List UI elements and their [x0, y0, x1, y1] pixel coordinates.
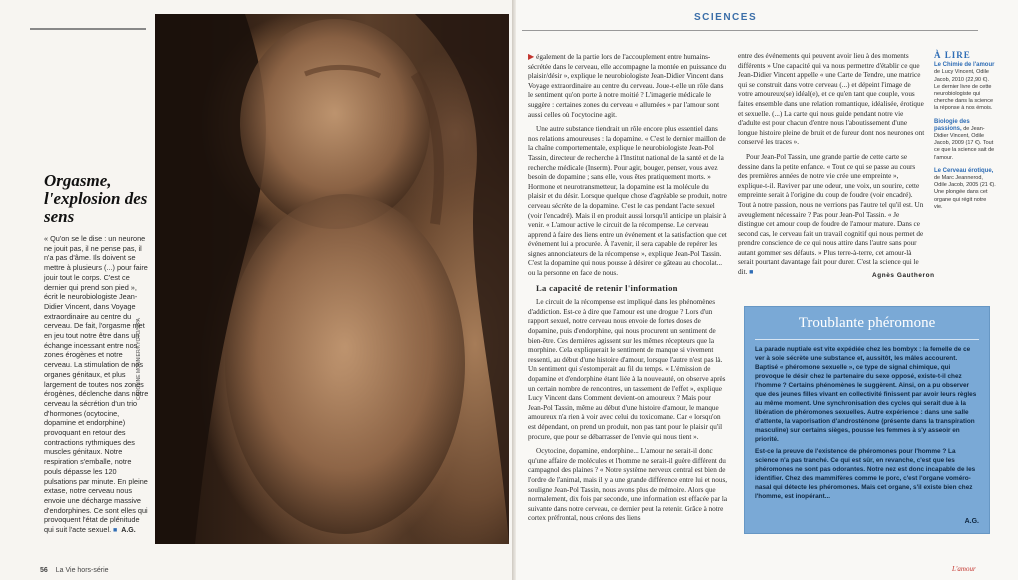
paragraph: Le circuit de la récompense est impliqué dans les phénomènes d'addiction. Est-ce à dire que l'amour est une drogue ? Lors d'un rapport sexuel, notre cerveau nous envoie de fortes doses de dopamine, puis d'endorphine, qui nous procurent un sentiment de bien-être. Ces dernières agissent sur les mêmes récepteurs que la morphine. Cela expliquerait le sentiment de manque si vivement ressenti, au début d'une histoire d'amour, lorsque l'autre n'est pas là. Un sentiment qui s'estomperait au fil du temps. « L'émission de dopamine et d'endorphine étant liée à la nouveauté, on observe après un certain nombre de rencontres, un tassement de l'effet », explique Lucy Vincent dans Comment devient-on amoureux ? Mais pour Jean-Pol Tassin, même au début d'une histoire d'amour, le manque amoureux n'a rien à voir avec celui du toxicomane. Car « lorsqu'on est dépendant, on prend un produit, non pas tant pour le plaisir qu'il procure, que pour se débarrasser de l'envie qui nous tient ».: [528, 298, 726, 441]
box-paragraph: La parade nuptiale est vite expédiée chez les bombyx : la femelle de ce ver à soie sécrète une substance et, aussitôt, les mâles accourent. Baptisé « phéromone sexuelle », ce type de signal chimique, qui provoque le désir chez le partenaire du sexe opposé, existe-t-il chez l'homme ? Certains phénomènes le suggèrent. Ainsi, on a pu observer que des jeunes filles vivant en collectivité finissent par avoir leurs règles au même moment. Une synchronisation des cycles qui serait due à la libération de phéromones sexuelles. Autre expérience : dans une salle d'attente, la vaporisation d'androsténone (présente dans la transpiration masculine) sur certains sièges, pousse les femmes à s'y asseoir en priorité.: [755, 346, 977, 443]
end-square-icon: ■: [111, 527, 118, 535]
end-square-icon: ■: [747, 268, 754, 277]
couple-photo: [155, 14, 509, 544]
reading-sidebar: [934, 52, 996, 217]
photo-credit: CAROLINE MONNIER/KYOTO/SIPA: [136, 318, 142, 400]
magazine-name: La Vie hors-série: [55, 567, 109, 574]
left-footer: [40, 567, 109, 574]
pheromone-box: [744, 306, 990, 534]
paragraph: entre des événements qui peuvent avoir lieu à des moments différents » Une capacité qui va nous permettre d'établir ce que Jean-Didier Vincent appelle « une Carte de Tendre, une matrice qui se construit dans votre cerveau (...) et dépeint l'image de votre amoureux(se) idéal(e), et ce qu'en tant que couple, vous faites ensemble dans une relation romantique, idéalisée, érotique et sexuelle. (...) La carte qui nous guide pendant notre vie d'adulte est pour chacun d'entre nous l'aboutissement d'une longue histoire pleine de bruit et de fureur dont nos neurones ont conservé les traces ».: [738, 52, 925, 147]
sidebar-body-text: « Qu'on se le dise : un neurone ne jouit pas, il ne pense pas, il n'a pas d'âme. Ils doivent se mettre à plusieurs (...) pour faire jouir tout le corps. C'est ce dernier qui prend son pied », écrit le neurobiologiste Jean-Didier Vincent, dans Voyage extraordinaire au centre du cerveau. De fait, l'orgasme met en jeu tout notre être dans un échange incessant entre nos zones érogènes et notre cerveau. La stimulation de nos organes génitaux, et plus largement de toutes nos zones érogènes, déclenche dans notre cerveau la sécrétion d'un trio d'hormones (ocytocine, dopamine et endorphine) provoquant en retour des contractions rythmiques des muscles génitaux. Notre respiration s'emballe, notre pouls dépasse les 120 pulsations par minute. En pleine extase, notre cerveau nous envoie une décharge massive d'endorphines. Ce sont elles qui provoquent l'état de plénitude qui suit l'acte sexuel.: [44, 234, 149, 535]
page-number: 56: [40, 567, 48, 574]
sidebar-headline: Orgasme, l'explosion des sens: [44, 171, 148, 226]
book-title: Le Cerveau érotique,: [934, 167, 994, 174]
box-body: [755, 345, 979, 504]
top-rule-right: [522, 30, 978, 31]
reading-item: [934, 62, 996, 112]
sidebar-signature: A.G.: [121, 527, 136, 535]
book-text: de Lucy Vincent, Odile Jacob, 2010 (22,90 €). Le dernier livre de cette neurobiologiste qui cherche dans la science la réponse à nos émois.: [934, 69, 994, 112]
reading-item: [934, 119, 996, 162]
box-signature: A.G.: [964, 518, 979, 525]
article-column-2: [738, 52, 926, 283]
orgasm-sidebar: [44, 172, 150, 536]
reading-item: [934, 168, 996, 211]
paragraph: Ocytocine, dopamine, endorphine... L'amour ne serait-il donc qu'une affaire de molécules et l'homme ne serait-il guère différent du campagnol des plaines ? « Notre système nerveux central est bien de l'ordre de l'animal, mais il y a une grande différence entre lui et nous, souligne Jean-Pol Tassin, nous avons plus de mémoire. Alors que normalement, dix fois par seconde, une information est effacée par la suivante dans notre cerveau, ce dernier peut la retenir. Grâce à notre cortex préfrontal, nous créons des liens: [528, 447, 728, 523]
paragraph: [528, 52, 728, 120]
box-divider: [755, 339, 979, 340]
right-footer: L'amour: [952, 565, 976, 573]
continuation-arrow-icon: ▶: [528, 52, 535, 61]
top-rule-left: [30, 28, 146, 30]
paragraph: [738, 153, 926, 278]
book-text: de Jean-Didier Vincent, Odile Jacob, 2009 (17 €). Tout ce que la science sait de l'amour.: [934, 125, 995, 161]
section-label: SCIENCES: [694, 12, 758, 23]
book-text: de Marc Jeannerod, Odile Jacob, 2005 (21 €). Une plongée dans cet organe qui régit notre vie.: [934, 175, 996, 210]
author-signature: Agnès Gautheron: [872, 272, 935, 279]
book-title: Biologie des passions,: [934, 118, 970, 132]
paragraph-text: également de la partie lors de l'accouplement entre humains- sécrétée dans le cerveau, elle accompagne la montée en puissance du plaisir/désir », explique le neurobiologiste Jean-Didier Vincent dans Voyage extraordinaire au centre du cerveau. Joue-t-elle un rôle dans le sentiment qu'on porte à notre moitié ? L'imagerie médicale le suggère : certaines zones du cerveau « allumées » par l'amour sont aussi celles où l'ocytocine agit.: [528, 53, 727, 119]
reading-title: À LIRE: [934, 50, 971, 60]
sidebar-body: [44, 234, 150, 536]
photo-texture: [155, 14, 509, 544]
paragraph: Une autre substance tiendrait un rôle encore plus essentiel dans nos relations amoureuses : la dopamine. « C'est le dernier maillon de la chaîne comportementale, explique le neurobiologiste Jean-Pol Tassin, directeur de recherche à l'Institut national de la santé et de la recherche médicale (Inserm). Pour agir, bouger, penser, vous avez besoin de dopamine ; sans elle, vous êtes pratiquement morts. » Hormone et neurotransmetteur, la dopamine est la molécule du plaisir et du désir. Lorsque quelque chose d'agréable se produit, notre cerveau sécrète de la dopamine. C'est le cas pendant l'acte sexuel (voir l'encadré). Mais il en produit aussi lorsqu'il anticipe un plaisir à venir. « L'amour active le circuit de la récompense. Le cerveau apprend à faire des liens entre un événement et la satisfaction que cet événement lui a procurée. À l'avenir, il sera capable de repérer les signes annonciateurs de la récompense », explique Jean-Pol Tassin. C'est la dopamine qui nous pousse à désirer ce gâteau au chocolat... ou la personne en face de nous.: [528, 125, 727, 278]
book-title: Le Chimie de l'amour: [934, 62, 995, 69]
article-subhead: La capacité de retenir l'information: [536, 282, 678, 293]
paragraph-text: Pour Jean-Pol Tassin, une grande partie de cette carte se dessine dans la petite enfance. « Tout ce qui se passe au cours des premières années de notre vie crée une empreinte », explique-t-il. Raviver par une odeur, une voix, un sourire, cette empreinte serait à l'origine du coup de foudre (voir encadré). Tout à notre passion, nous ne verrions pas l'autre tel qu'il est. Un aveuglement nécessaire ? Pas pour Jean-Pol Tassin. « Je distingue cet amour coup de foudre de l'amour mature. Dans ce second cas, le cerveau fait un travail cognitif qui nous permet de prendre conscience de ce qui nous attire dans l'autre sans pour autant gommer ses défauts. » Plus terre-à-terre, cet amour-là serait pourtant davantage fait pour durer. C'est la science qui le dit.: [738, 152, 924, 277]
box-paragraph: Est-ce la preuve de l'existence de phéromones pour l'homme ? La science n'a pas tranché. Ce qui est sûr, en revanche, c'est que les phéromones ne sont pas odorantes. Notre nez est donc incapable de les identifier. Chez des mammifères comme le porc, c'est l'organe voméro-nasal qui détecte les phéromones. Mais cet organe, s'il existe bien chez l'homme, est inopérant...: [755, 448, 976, 500]
box-title: Troublante phéromone: [798, 315, 936, 331]
article-column-1: [528, 52, 728, 529]
